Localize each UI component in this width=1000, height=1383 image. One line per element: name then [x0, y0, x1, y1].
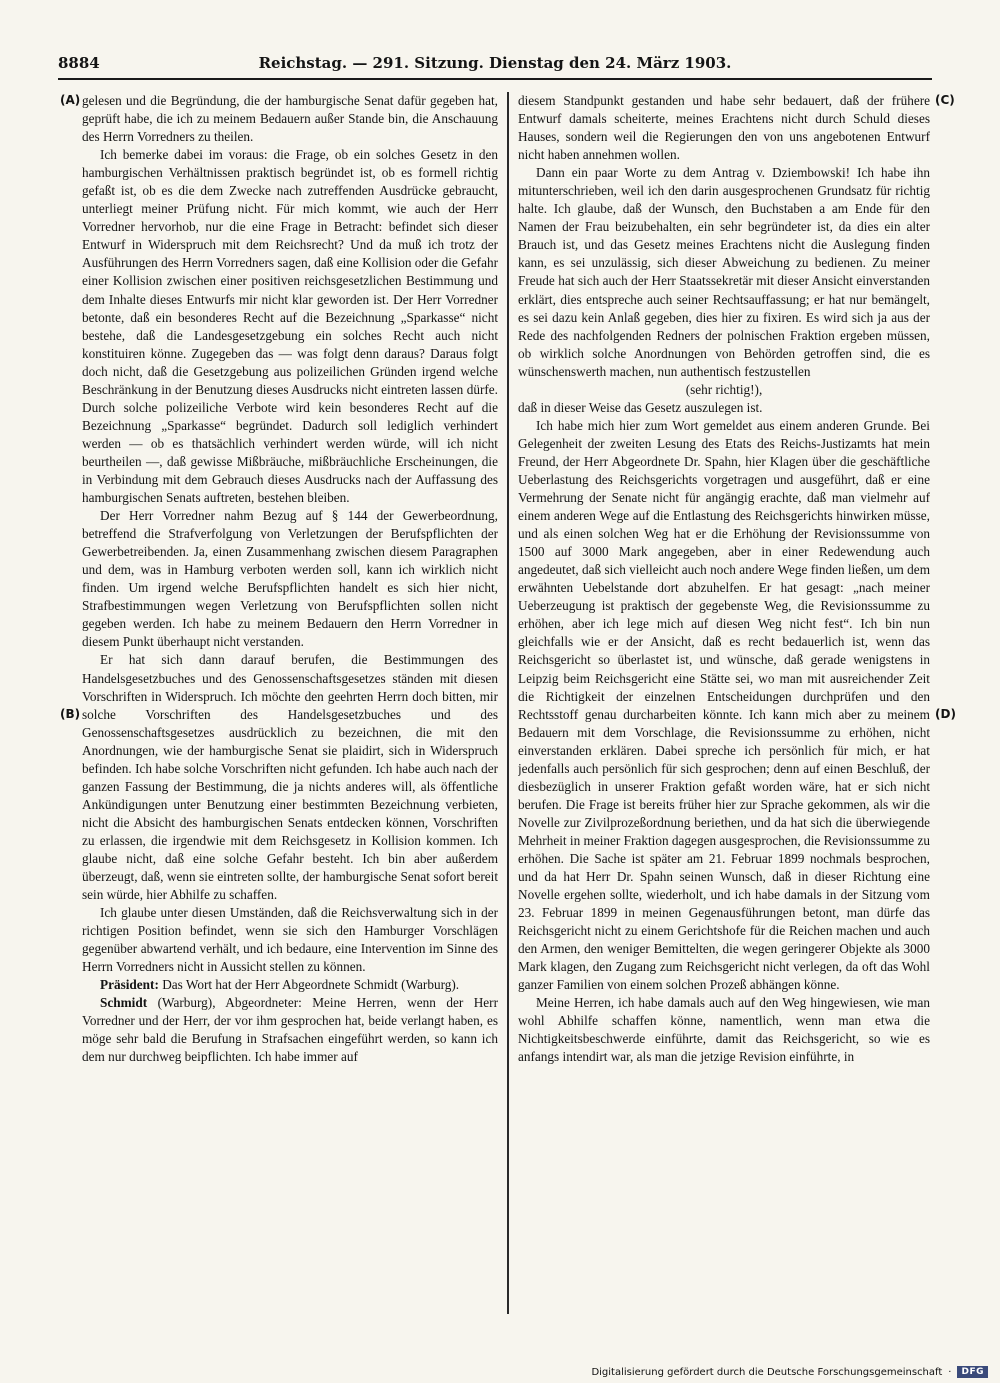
speaker-text: Das Wort hat der Herr Abgeordnete Schmidt (Warburg). [158, 977, 460, 993]
right-paragraph-2: Dann ein paar Worte zu dem Antrag v. Dziembowski! Ich habe ihn mitunterschrieben, weil ich den darin ausgesprochenen Grundsatz für richtig halte. Ich glaube, daß der Wunsch, den Buchstaben a am Ende für den Namen der Frau beizubehalten, ein sehr begründeter ist, da dies ein alter Brauch ist, und das Gesetz meines Erachtens nicht die Auslegung finden kann, es sei unzulässig, sich dieser Abweichung zu bedienen. Zu meiner Freude hat sich auch der Herr Staatssekretär mit dieser Ansicht einverstanden erklärt, dies entspreche auch seiner Rechtsauffassung; er hat nur bemängelt, es sei dazu kein Anlaß gegeben, dies hier zu fixiren. Es wird sich ja aus der Rede des nachfolgenden Redners der polnischen Fraktion ergeben müssen, ob wirklich solche Anordnungen von Behörden getroffen sind, die es wünschenswerth machen, nun authentisch festzustellen [518, 165, 930, 379]
right-column [518, 92, 930, 1314]
margin-marker-c: (C) [935, 93, 955, 107]
left-paragraph-5: Ich glaube unter diesen Umständen, daß die Reichsverwaltung sich in der richtigen Position befindet, wenn sie sich den Hamburger Vorschlägen gegenüber abwartend verhält, und ich bedaure, eine Intervention im Sinne des Herrn Vorredners nicht in Aussicht stellen zu können. [82, 905, 498, 975]
right-paragraph-6: Meine Herren, ich habe damals auch auf den Weg hingewiesen, wie man wohl Abhilfe schaffen könne, namentlich, wenn man etwa die Nichtigkeitsbeschwerde einführte, damit das Reichsgericht, so wie es anfangs intendirt war, als man die jetzige Revision einführte, in [518, 995, 930, 1065]
margin-marker-d: (D) [935, 707, 956, 721]
right-paragraph-1: diesem Standpunkt gestanden und habe sehr bedauert, daß der frühere Entwurf damals scheiterte, meines Erachtens nicht durch Schuld dieses Hauses, sondern weil die Regierungen den von uns angebotenen Entwurf nicht haben annehmen wollen. [518, 93, 930, 163]
right-interjection: (sehr richtig!), [685, 381, 763, 397]
left-paragraph-3: Der Herr Vorredner nahm Bezug auf § 144 der Gewerbeordnung, betreffend die Strafverfolgung von Verletzungen der Berufspflichten der Gewerbetreibenden. Ja, einen Zusammenhang zwischen diesem Paragraphen und dem, was in Hamburg verboten werden soll, kann ich wirklich nicht finden. Um irgend welche Berufspflichten handelt es sich hier nicht, Strafbestimmungen wegen Verletzung von Berufspflichten sollen nicht gegeben werden. Ich habe zu meinem Bedauern den Herrn Vorredner in diesem Punkt überhaupt nicht verstanden. [82, 508, 498, 650]
footer [591, 1366, 988, 1378]
speaker-text: (Warburg), Abgeordneter: Meine Herren, wenn der Herr Vorredner und der Herr, der vor ihm gesprochen hat, beide verlangt haben, es möge sehr bald die Berufung in Strafsachen eingeführt werden, so kann ich dem nur durchweg beipflichten. Ich habe immer auf [82, 995, 498, 1065]
footer-separator: · [948, 1366, 952, 1378]
speaker-name: Präsident: [100, 977, 159, 993]
dfg-logo: DFG [957, 1366, 988, 1378]
right-paragraph-4: daß in dieser Weise das Gesetz auszulegen ist. [518, 399, 763, 415]
right-paragraph-5: Ich habe mich hier zum Wort gemeldet aus einem anderen Grunde. Bei Gelegenheit der zweiten Lesung des Etats des Reichs-Justizamts hat mein Freund, der Herr Abgeordnete Dr. Spahn, hier Klagen über die geschäftliche Ueberlastung des Reichsgerichts vorgetragen und ausgeführt, daß er eine Vermehrung der Senate nicht für angängig erachte, daß man vielmehr auf einem anderen Wege auf die Entlastung des Reichsgerichts hinwirken müsse, und als einen solchen Weg hat er die Erhöhung der Revisionssumme von 1500 auf 3000 Mark angegeben, aber in einer Redewendung auch angedeutet, daß sich vielleicht auch noch andere Wege finden ließen, um dem erwähnten Uebelstande dort abzuhelfen. Er hat gesagt: „nach meiner Ueberzeugung ist praktisch der gegebenste Weg, die Revisionssumme zu erhöhen, aber ich lege mich auf diesen Weg nicht fest“. Ich bin nun gleichfalls wie er der Ansicht, daß es recht bedauerlich ist, wenn das Reichsgericht so überlastet ist, und wünsche, daß gerade wenigstens in Leipzig beim Reichsgericht eine Stätte sei, wo man mit ausreichender Zeit die Richtigkeit der einzelnen Entscheidungen durchprüfen und den Rechtsstoff genau durcharbeiten könnte. Ich kann mich aber zu meinem Bedauern mit dem Vorschlage, die Revisionssumme zu erhöhen, nicht einverstanden erklären. Dabei spreche ich persönlich für mich, er hat jedenfalls auch persönlich für sich gesprochen; denn auf einen Beschluß, der diesbezüglich in unserer Fraktion gefaßt worden wäre, hat er sich nicht berufen. Die Frage ist bereits früher hier zur Sprache gekommen, als wir die Novelle zur Zivilprozeßordnung beriethen, und da hat sich die überwiegende Mehrheit in meiner Fraktion dagegen ausgesprochen, die Revisionssumme zu erhöhen. Die Sache ist später am 21. Februar 1899 nochmals besprochen, und da hat Herr Dr. Spahn seinen Wunsch, daß in dieser Richtung eine Novelle ergehen sollte, wiederholt, und ich habe damals in der Sitzung vom 23. Februar 1899 in meinen Gegenausführungen betont, man dürfe das Reichsgericht nicht zu einem Gerichtshofe für die Reichen machen und auch den Armen, den weniger Bemittelten, die wegen geringerer Objekte als 3000 Mark klagen, den Zugang zum Reichsgericht nicht verlegen, da oft das Wohl ganzer Familien von einem solchen Prozeß abhängen könne. [518, 417, 930, 993]
column-divider [507, 92, 509, 1314]
left-paragraph-7 [82, 994, 498, 1066]
page-number: 8884 [58, 54, 100, 72]
left-paragraph-1: gelesen und die Begründung, die der hamburgische Senat dafür gegeben hat, geprüft habe, die ich zu meinem Bedauern außer Stande bin, die Anschauung des Herrn Vorredners zu theilen. [82, 93, 498, 145]
margin-marker-a: (A) [60, 93, 81, 107]
footer-credit: Digitalisierung gefördert durch die Deutsche Forschungsgemeinschaft [591, 1366, 943, 1378]
left-paragraph-4: Er hat sich dann darauf berufen, die Bestimmungen des Handelsgesetzbuches und des Genossenschaftsgesetzes ständen mit diesen Vorschriften in Widerspruch. Ich möchte den geehrten Herrn doch bitten, mir solche Vorschriften des Handelsgesetzbuches und des Genossenschaftsgesetzes ausdrücklich zu bezeichnen, die mit den Anordnungen, wie der hamburgische Senat sie plaidirt, sich in Widerspruch befinden. Ich habe solche Vorschriften nicht gefunden. Ich habe auch nach der ganzen Fassung der Bestimmung, die ja nichts anderes will, als öffentliche Ankündigungen unter Benutzung einer bestimmten Bezeichnung verbieten, nicht die Absicht des hamburgischen Senats entdecken können, Vorschriften zu erlassen, die irgendwie mit dem Reichsgesetz in Kollision kommen. Ich glaube nicht, daß eine solche Gefahr besteht. Ich bin aber außerdem überzeugt, daß, wenn sie eintreten sollte, der hamburgische Senat sofort bereit sein würde, hier Abhilfe zu schaffen. [82, 652, 498, 903]
page-header [58, 52, 932, 80]
left-paragraph-2: Ich bemerke dabei im voraus: die Frage, ob ein solches Gesetz in den hamburgischen Verhältnissen praktisch begründet ist, ob es formell richtig gefaßt ist, ob es die dem Zwecke nach zutreffenden Ausdrücke gebraucht, unterliegt meiner Prüfung nicht. Für mich kommt, wie auch der Herr Vorredner hervorhob, nur die eine Frage in Betracht: befindet sich dieser Entwurf in Widerspruch mit dem Reichsrecht? Und da muß ich trotz der Ausführungen des Herrn Vorredners sagen, daß eine Kollision oder die Gefahr einer Kollision zwischen einer positiven reichsgesetzlichen Bestimmung und dem Inhalte dieses Entwurfs mir nicht klar geworden ist. Der Herr Vorredner betonte, daß ein besonderes Recht auf die Bezeichnung „Sparkasse“ nicht bestehe, daß die Landesgesetzgebung ein solches Recht auch nicht konstituiren könne. Zugegeben das — was folgt denn daraus? Daraus folgt doch nicht, daß die Gesetzgebung aus polizeilichen Gründen irgend welche Beschränkung in der Benutzung dieses Ausdrucks nicht eintreten lassen dürfe. Durch solche polizeiliche Verbote wird kein besonderes Recht auf die Bezeichnung „Sparkasse“ begründet. Dadurch soll lediglich verhindert werden — ob es thatsächlich verhindert werden würde, will ich nicht beurtheilen —, daß gewisse Mißbräuche, mißbräuchliche Erscheinungen, die in Verbindung mit dem Gebrauch dieses Ausdrucks nach der Auffassung des hamburgischen Senats auftreten, bestehen bleiben. [82, 147, 498, 506]
speaker-name: Schmidt [100, 995, 148, 1011]
left-column [82, 92, 498, 1314]
margin-marker-b: (B) [60, 707, 81, 721]
left-paragraph-6 [82, 976, 498, 994]
running-head: Reichstag. — 291. Sitzung. Dienstag den 24. März 1903. [258, 54, 732, 72]
